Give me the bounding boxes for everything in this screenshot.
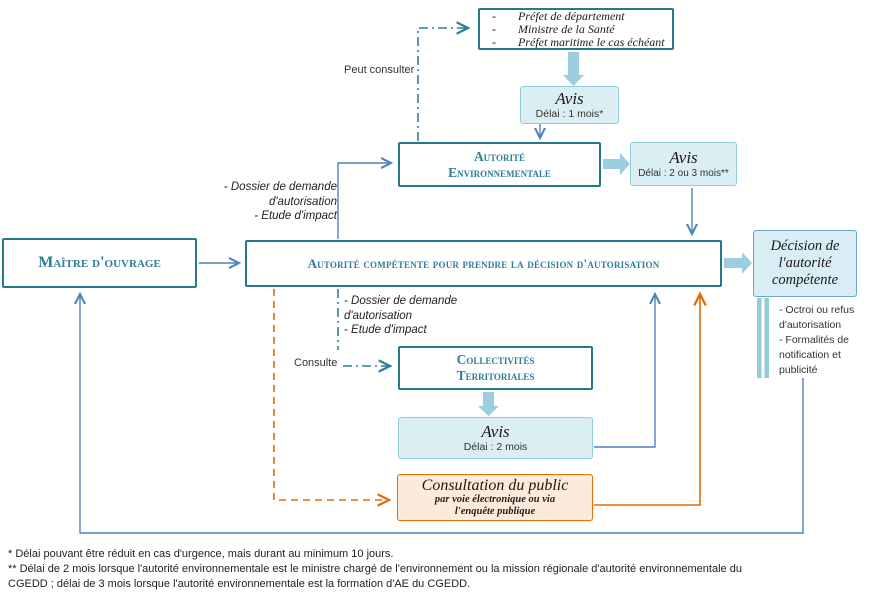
- thick-arrow-competente-to-decision: [724, 252, 752, 274]
- thick-arrow-collectivites-to-avis: [478, 392, 499, 416]
- label-line: - Dossier de demande: [344, 295, 458, 307]
- box-title-line: l'autorité: [778, 255, 832, 271]
- arrow-peut-consulter: [418, 28, 468, 141]
- footnotes: [8, 547, 870, 592]
- list-item: [492, 36, 668, 49]
- box-title-line: compétente: [771, 272, 839, 288]
- bullet: -: [492, 34, 496, 49]
- label-dossier-env: [217, 180, 337, 224]
- box-subtitle-line: par voie électronique ou via: [434, 494, 556, 506]
- footnote-line: ** Délai de 2 mois lorsque l'autorité environnementale est le ministre chargé de l'environnement ou la mission régionale d'autorité environnementale du: [8, 563, 742, 575]
- box-title: Maître d'ouvrage: [38, 254, 161, 271]
- list-item: [492, 10, 668, 23]
- box-title-line: Environnementale: [448, 164, 551, 180]
- decision-output-bar-2: [765, 298, 770, 378]
- bullet: -: [492, 21, 496, 36]
- label-consulte: Consulte: [294, 357, 338, 369]
- decision-note: - Octroi ou refus d'autorisation: [779, 304, 855, 331]
- label-line: d'autorisation: [268, 195, 337, 208]
- arrow-consultation-to-autorite-competente: [594, 294, 700, 505]
- arrow-avis-coll-to-autorite-competente: [594, 294, 655, 447]
- footnote-line: * Délai pouvant être réduit en cas d'urgence, mais durant au minimum 10 jours.: [8, 548, 394, 560]
- arrow-dossier-to-autorite-env: [338, 163, 391, 239]
- thick-arrow-autorite-env-to-avis: [603, 153, 630, 175]
- consultee-label: Ministre de la Santé: [518, 21, 615, 36]
- autorite-environnementale-box: [398, 142, 601, 187]
- avis-env-top-box: [520, 86, 619, 124]
- avis-delay: Délai : 2 mois: [463, 441, 528, 454]
- footnote-line: CGEDD ; délai de 3 mois lorsque l'autorité environnementale est la formation d'AE du CGEDD.: [8, 578, 471, 590]
- avis-env-right-box: [630, 142, 737, 186]
- collectivites-territoriales-box: [398, 346, 593, 390]
- box-title-line: Décision de: [770, 238, 840, 254]
- consultee-label: Préfet de département: [518, 8, 625, 23]
- avis-delay: Délai : 2 ou 3 mois**: [638, 167, 729, 179]
- consultation-public-box: [397, 474, 593, 521]
- consultees-box: [478, 8, 674, 50]
- label-line: - Dossier de demande: [223, 181, 337, 193]
- avis-title: Avis: [555, 88, 584, 108]
- box-title-line: Territoriales: [456, 368, 535, 383]
- bullet: -: [492, 8, 496, 23]
- decision-output-bar-1: [757, 298, 762, 378]
- autorite-competente-box: [245, 240, 722, 287]
- box-title: Autorité compétente pour prendre la décision d'autorisation: [307, 255, 660, 271]
- box-title-line: Autorité: [473, 148, 526, 164]
- label-dossier-collectivites: [344, 294, 474, 338]
- label-line: - Etude d'impact: [344, 324, 427, 336]
- consultee-label: Préfet maritime le cas échéant: [518, 34, 665, 49]
- thick-arrow-consultees-to-avis: [563, 52, 584, 86]
- decision-box: [753, 230, 857, 297]
- maitre-ouvrage-box: [2, 238, 197, 288]
- label-line: - Etude d'impact: [254, 210, 337, 222]
- avis-title: Avis: [669, 148, 698, 168]
- label-peut-consulter: Peut consulter: [344, 64, 415, 76]
- decision-notes: [779, 303, 871, 378]
- box-title-line: Collectivités: [456, 352, 535, 367]
- avis-delay: Délai : 1 mois*: [535, 108, 604, 121]
- box-subtitle-line: l'enquête publique: [454, 506, 536, 518]
- avis-title: Avis: [481, 421, 510, 441]
- label-line: d'autorisation: [344, 309, 413, 322]
- box-title: Consultation du public: [421, 476, 569, 494]
- list-item: [492, 23, 668, 36]
- avis-collectivites-box: [398, 417, 593, 459]
- decision-note: - Formalités de notification et publicité: [779, 334, 850, 376]
